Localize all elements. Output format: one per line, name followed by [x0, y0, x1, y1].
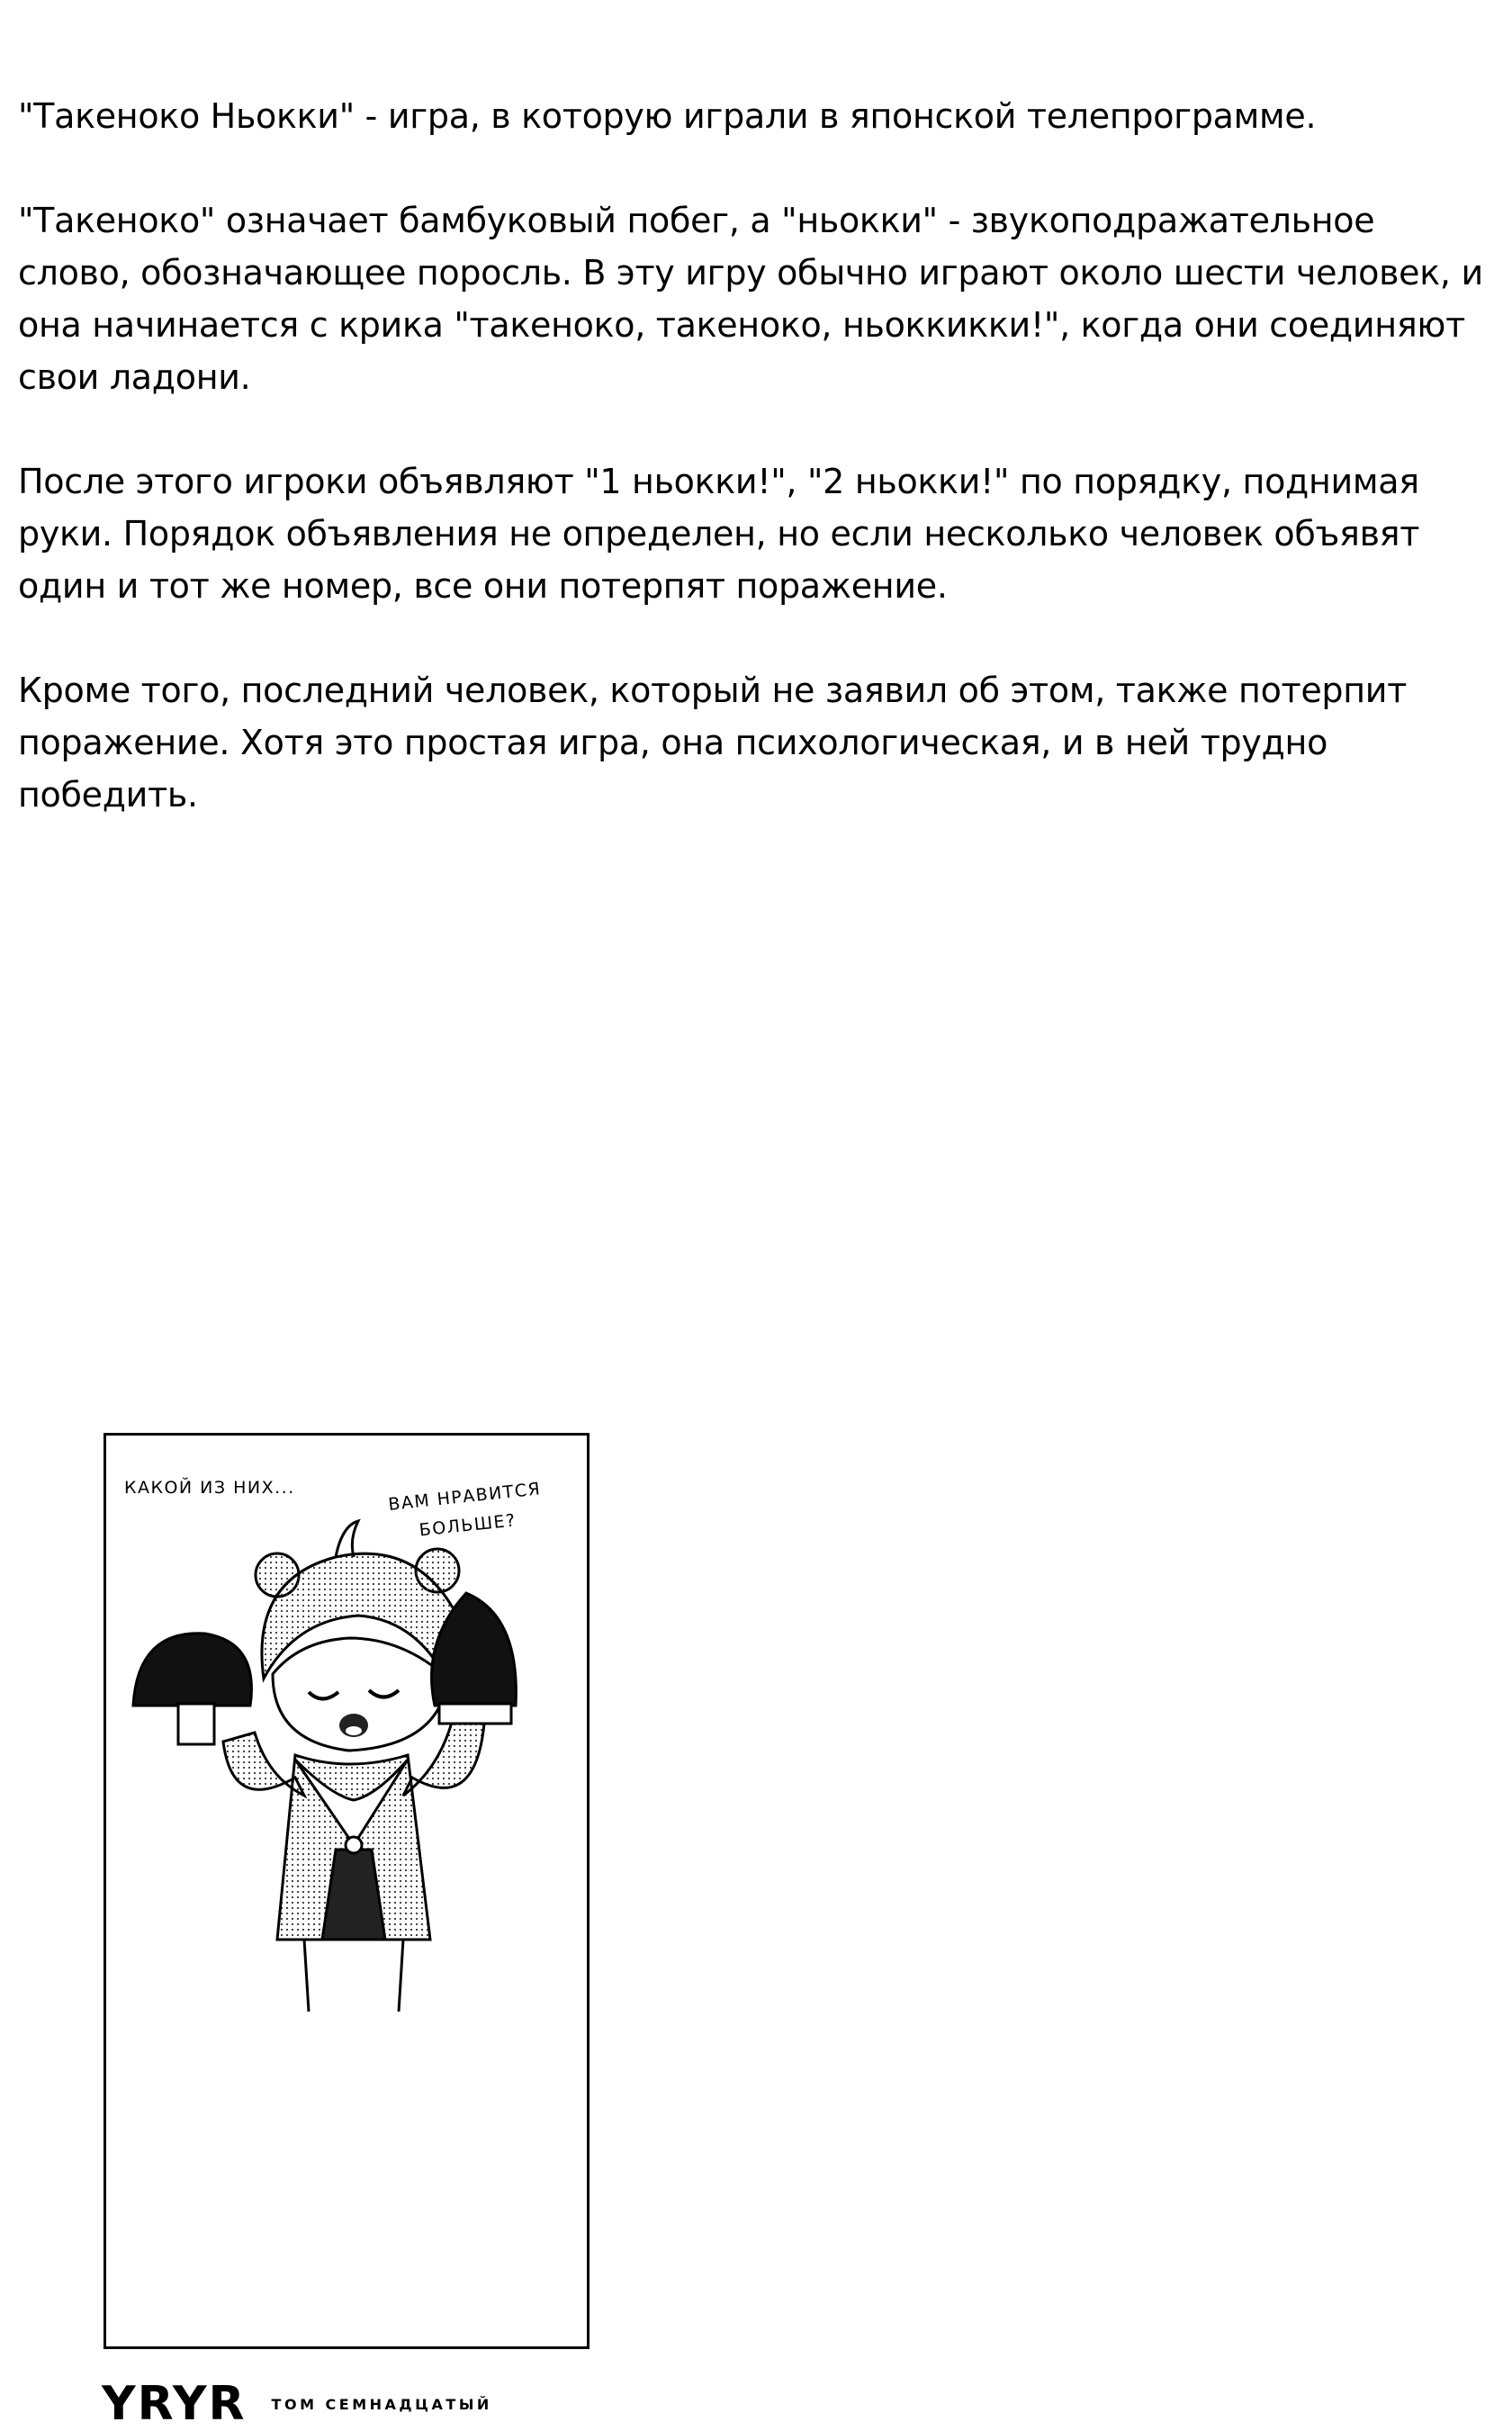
- paragraph-2: "Такеноко" означает бамбуковый побег, а "ньокки" - звукоподражательное слово, обозначающее поросль. В эту игру обычно играют около шести человек, и она начинается с крика "такеноко, такеноко, ньоккикки!", когда они соединяют свои ладони.: [18, 201, 1483, 397]
- mushroom-stem-left: [178, 1704, 214, 1744]
- speech-bubble-prefer-line1: ВАМ НРАВИТСЯ: [387, 1479, 543, 1515]
- speech-bubble-which: КАКОЙ ИЗ НИХ...: [124, 1478, 295, 1498]
- mushroom-cap-left: [133, 1634, 251, 1706]
- paragraph-1: "Такеноко Ньокки" - игра, в которую играли в японской телепрограмме.: [18, 96, 1317, 136]
- speech-bubble-prefer-line2: БОЛЬШЕ?: [418, 1510, 518, 1541]
- manga-panel: [104, 1433, 590, 2349]
- character-illustration: [106, 1436, 590, 2349]
- ahoge: [336, 1521, 358, 1557]
- volume-label: ТОМ СЕМНАДЦАТЫЙ: [271, 2395, 492, 2413]
- paragraph-4: Кроме того, последний человек, который не заявил об этом, также потерпит поражение. Хотя это простая игра, она психологическая, и в ней трудно победить.: [18, 671, 1408, 815]
- series-logo: YRYR: [102, 2377, 247, 2431]
- button: [346, 1837, 362, 1853]
- paragraph-3: После этого игроки объявляют "1 ньокки!", "2 ньокки!" по порядку, поднимая руки. Порядок объявления не определен, но если несколько человек объявят один и тот же номер, все они потерпят поражение.: [18, 462, 1420, 606]
- page-footer: [102, 2377, 492, 2431]
- arm-left: [223, 1733, 304, 1796]
- article-text: [18, 90, 1485, 873]
